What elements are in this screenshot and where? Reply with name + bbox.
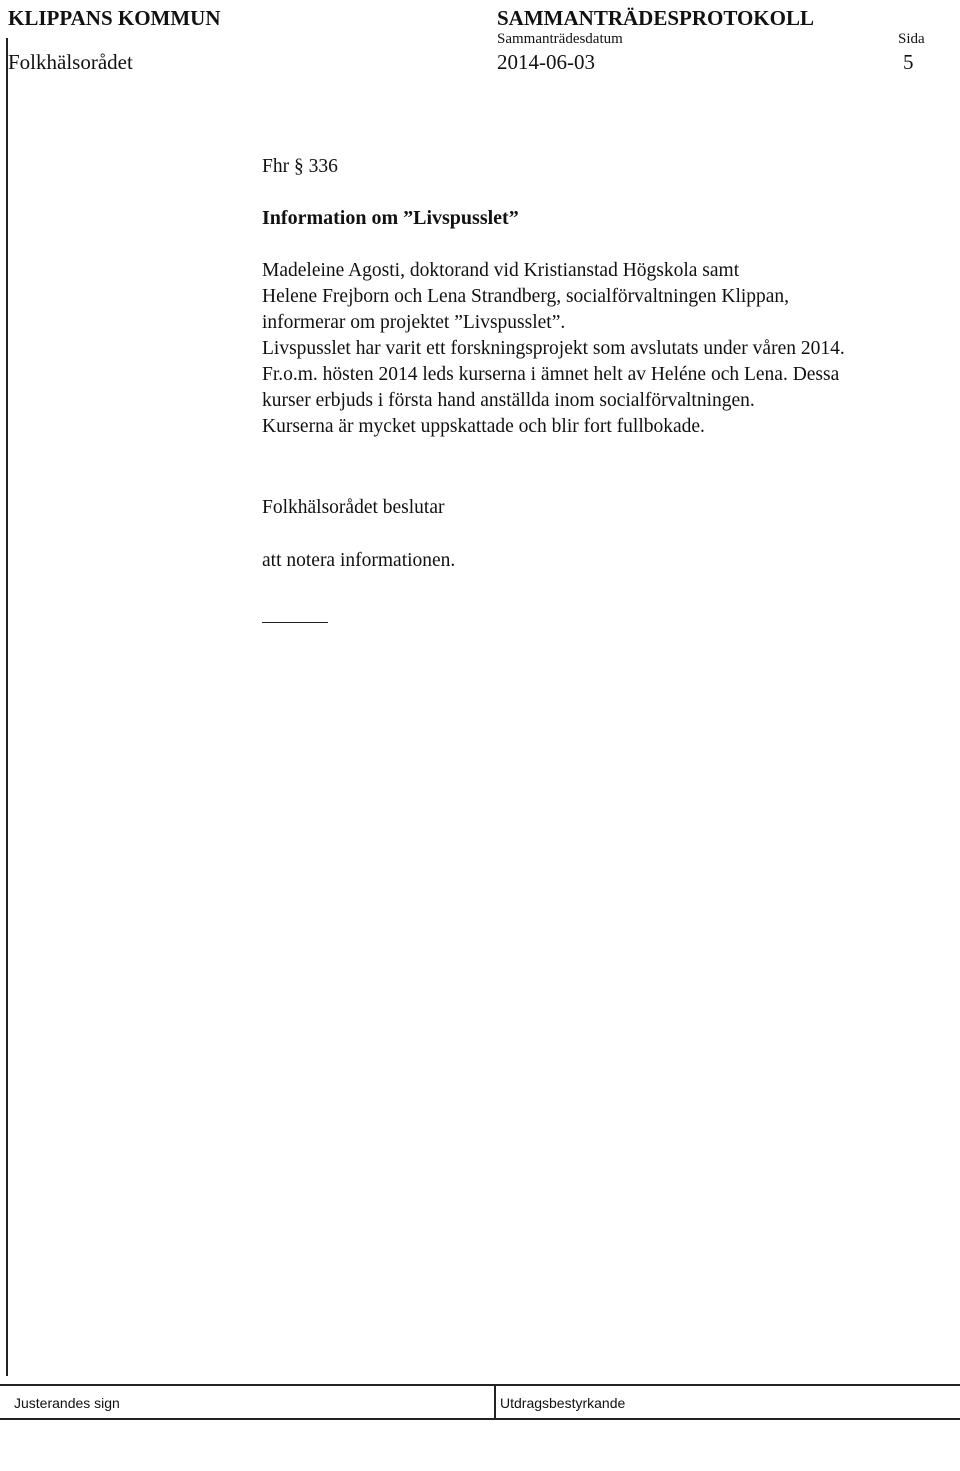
paragraph-line: informerar om projektet ”Livspusslet”.	[262, 312, 566, 333]
section-number: Fhr § 336	[262, 156, 338, 177]
paragraph-line: Helene Frejborn och Lena Strandberg, socialförvaltningen Klippan,	[262, 286, 790, 307]
decision-intro: Folkhälsorådet beslutar	[262, 497, 445, 518]
meeting-date: 2014-06-03	[497, 50, 595, 74]
margin-rule	[6, 38, 8, 1376]
date-label: Sammanträdesdatum	[497, 31, 623, 47]
paragraph-line: Fr.o.m. hösten 2014 leds kurserna i ämnet helt av Heléne och Lena. Dessa	[262, 364, 840, 385]
municipality-name: KLIPPANS KOMMUN	[8, 6, 221, 30]
signature-footer	[0, 1384, 960, 1420]
decision-text: att notera informationen.	[262, 550, 456, 571]
board-name: Folkhälsorådet	[8, 50, 133, 74]
page-label: Sida	[898, 31, 925, 47]
utdragsbestyrkande-label: Utdragsbestyrkande	[500, 1395, 626, 1411]
paragraph-line: Madeleine Agosti, doktorand vid Kristianstad Högskola samt	[262, 260, 740, 281]
paragraph	[262, 258, 845, 440]
section-title: Information om ”Livspusslet”	[262, 207, 519, 229]
paragraph-line: Livspusslet har varit ett forskningsprojekt som avslutats under våren 2014.	[262, 338, 845, 359]
paragraph-line: kurser erbjuds i första hand anställda inom socialförvaltningen.	[262, 390, 755, 411]
justerandes-sign-label: Justerandes sign	[14, 1395, 120, 1411]
page-number: 5	[903, 50, 914, 74]
footer-divider	[494, 1386, 496, 1418]
section-separator	[262, 622, 328, 623]
document-type: SAMMANTRÄDESPROTOKOLL	[497, 6, 814, 30]
paragraph-line: Kurserna är mycket uppskattade och blir fort fullbokade.	[262, 416, 705, 437]
